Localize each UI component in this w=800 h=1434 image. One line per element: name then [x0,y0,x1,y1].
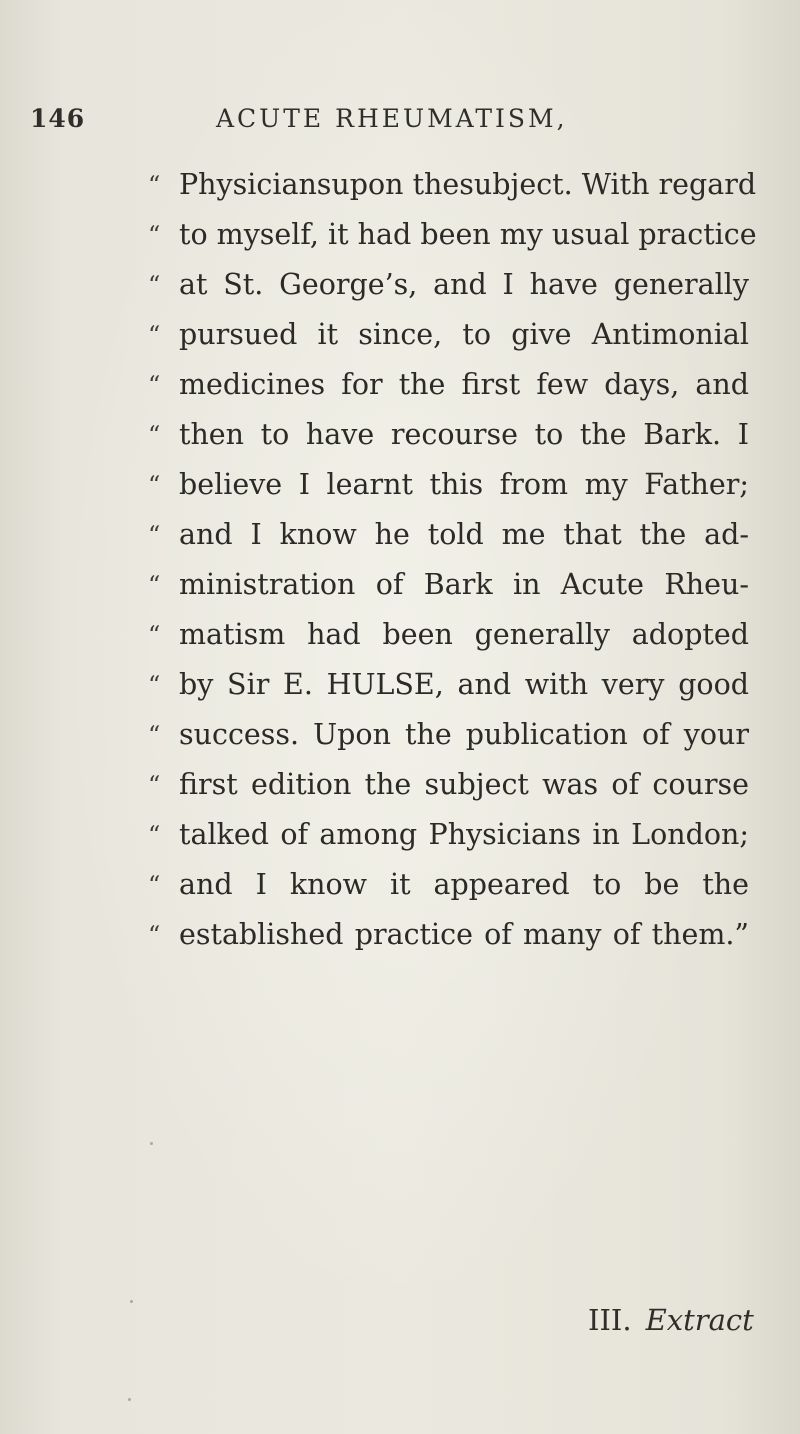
opening-quote-mark: “ [148,221,161,249]
text-line [148,360,748,410]
catchword-word: Extract [645,1303,754,1337]
text-line [148,210,757,260]
text-line [148,560,748,610]
text-line [148,460,748,510]
opening-quote-mark: “ [148,571,161,599]
text-line [148,660,748,710]
line-text: established practice of many of them.” [179,918,749,951]
page-header [0,104,800,144]
text-line [148,810,748,860]
text-line [148,610,748,660]
page-number: 146 [30,104,86,133]
paper-speck [150,1142,153,1145]
line-text: and I know he told me that the ad- [179,518,749,551]
line-text: at St. George’s, and I have generally [179,268,749,301]
opening-quote-mark: “ [148,471,161,499]
opening-quote-mark: “ [148,371,161,399]
opening-quote-mark: “ [148,921,161,949]
text-line [148,410,748,460]
opening-quote-mark: “ [148,271,161,299]
running-head: ACUTE RHEUMATISM, [216,104,568,133]
line-text: medicines for the first few days, and [179,368,749,401]
opening-quote-mark: “ [148,521,161,549]
line-text: by Sir E. HULSE, and with very good [179,668,749,701]
text-line [148,260,748,310]
paper-speck [130,1300,133,1303]
opening-quote-mark: “ [148,871,161,899]
opening-quote-mark: “ [148,821,161,849]
line-text: believe I learnt this from my Father; [179,468,749,501]
opening-quote-mark: “ [148,721,161,749]
text-line [148,310,748,360]
opening-quote-mark: “ [148,171,161,199]
line-text: then to have recourse to the Bark. I [179,418,749,451]
line-text: matism had been generally adopted [179,618,749,651]
text-line [148,510,748,560]
opening-quote-mark: “ [148,321,161,349]
line-text: pursued it since, to give Antimonial [179,318,749,351]
line-text: and I know it appeared to be the [179,868,749,901]
opening-quote-mark: “ [148,621,161,649]
text-line [148,160,757,210]
opening-quote-mark: “ [148,671,161,699]
line-text: success. Upon the publication of your [179,718,749,751]
text-line [148,910,748,960]
paper-speck [740,880,743,883]
line-text: talked of among Physicians in London; [179,818,749,851]
text-line [148,860,748,910]
line-text: to myself, it had been my usual practice [179,218,757,251]
opening-quote-mark: “ [148,771,161,799]
opening-quote-mark: “ [148,421,161,449]
paper-speck [128,1398,131,1401]
catchword [588,1303,754,1337]
line-text: Physiciansupon thesubject. With regard [179,168,757,201]
text-line [148,760,748,810]
text-line [148,710,748,760]
quoted-passage [148,160,757,960]
catchword-numeral: III. [588,1303,632,1337]
line-text: ministration of Bark in Acute Rheu- [179,568,749,601]
line-text: first edition the subject was of course [179,768,749,801]
